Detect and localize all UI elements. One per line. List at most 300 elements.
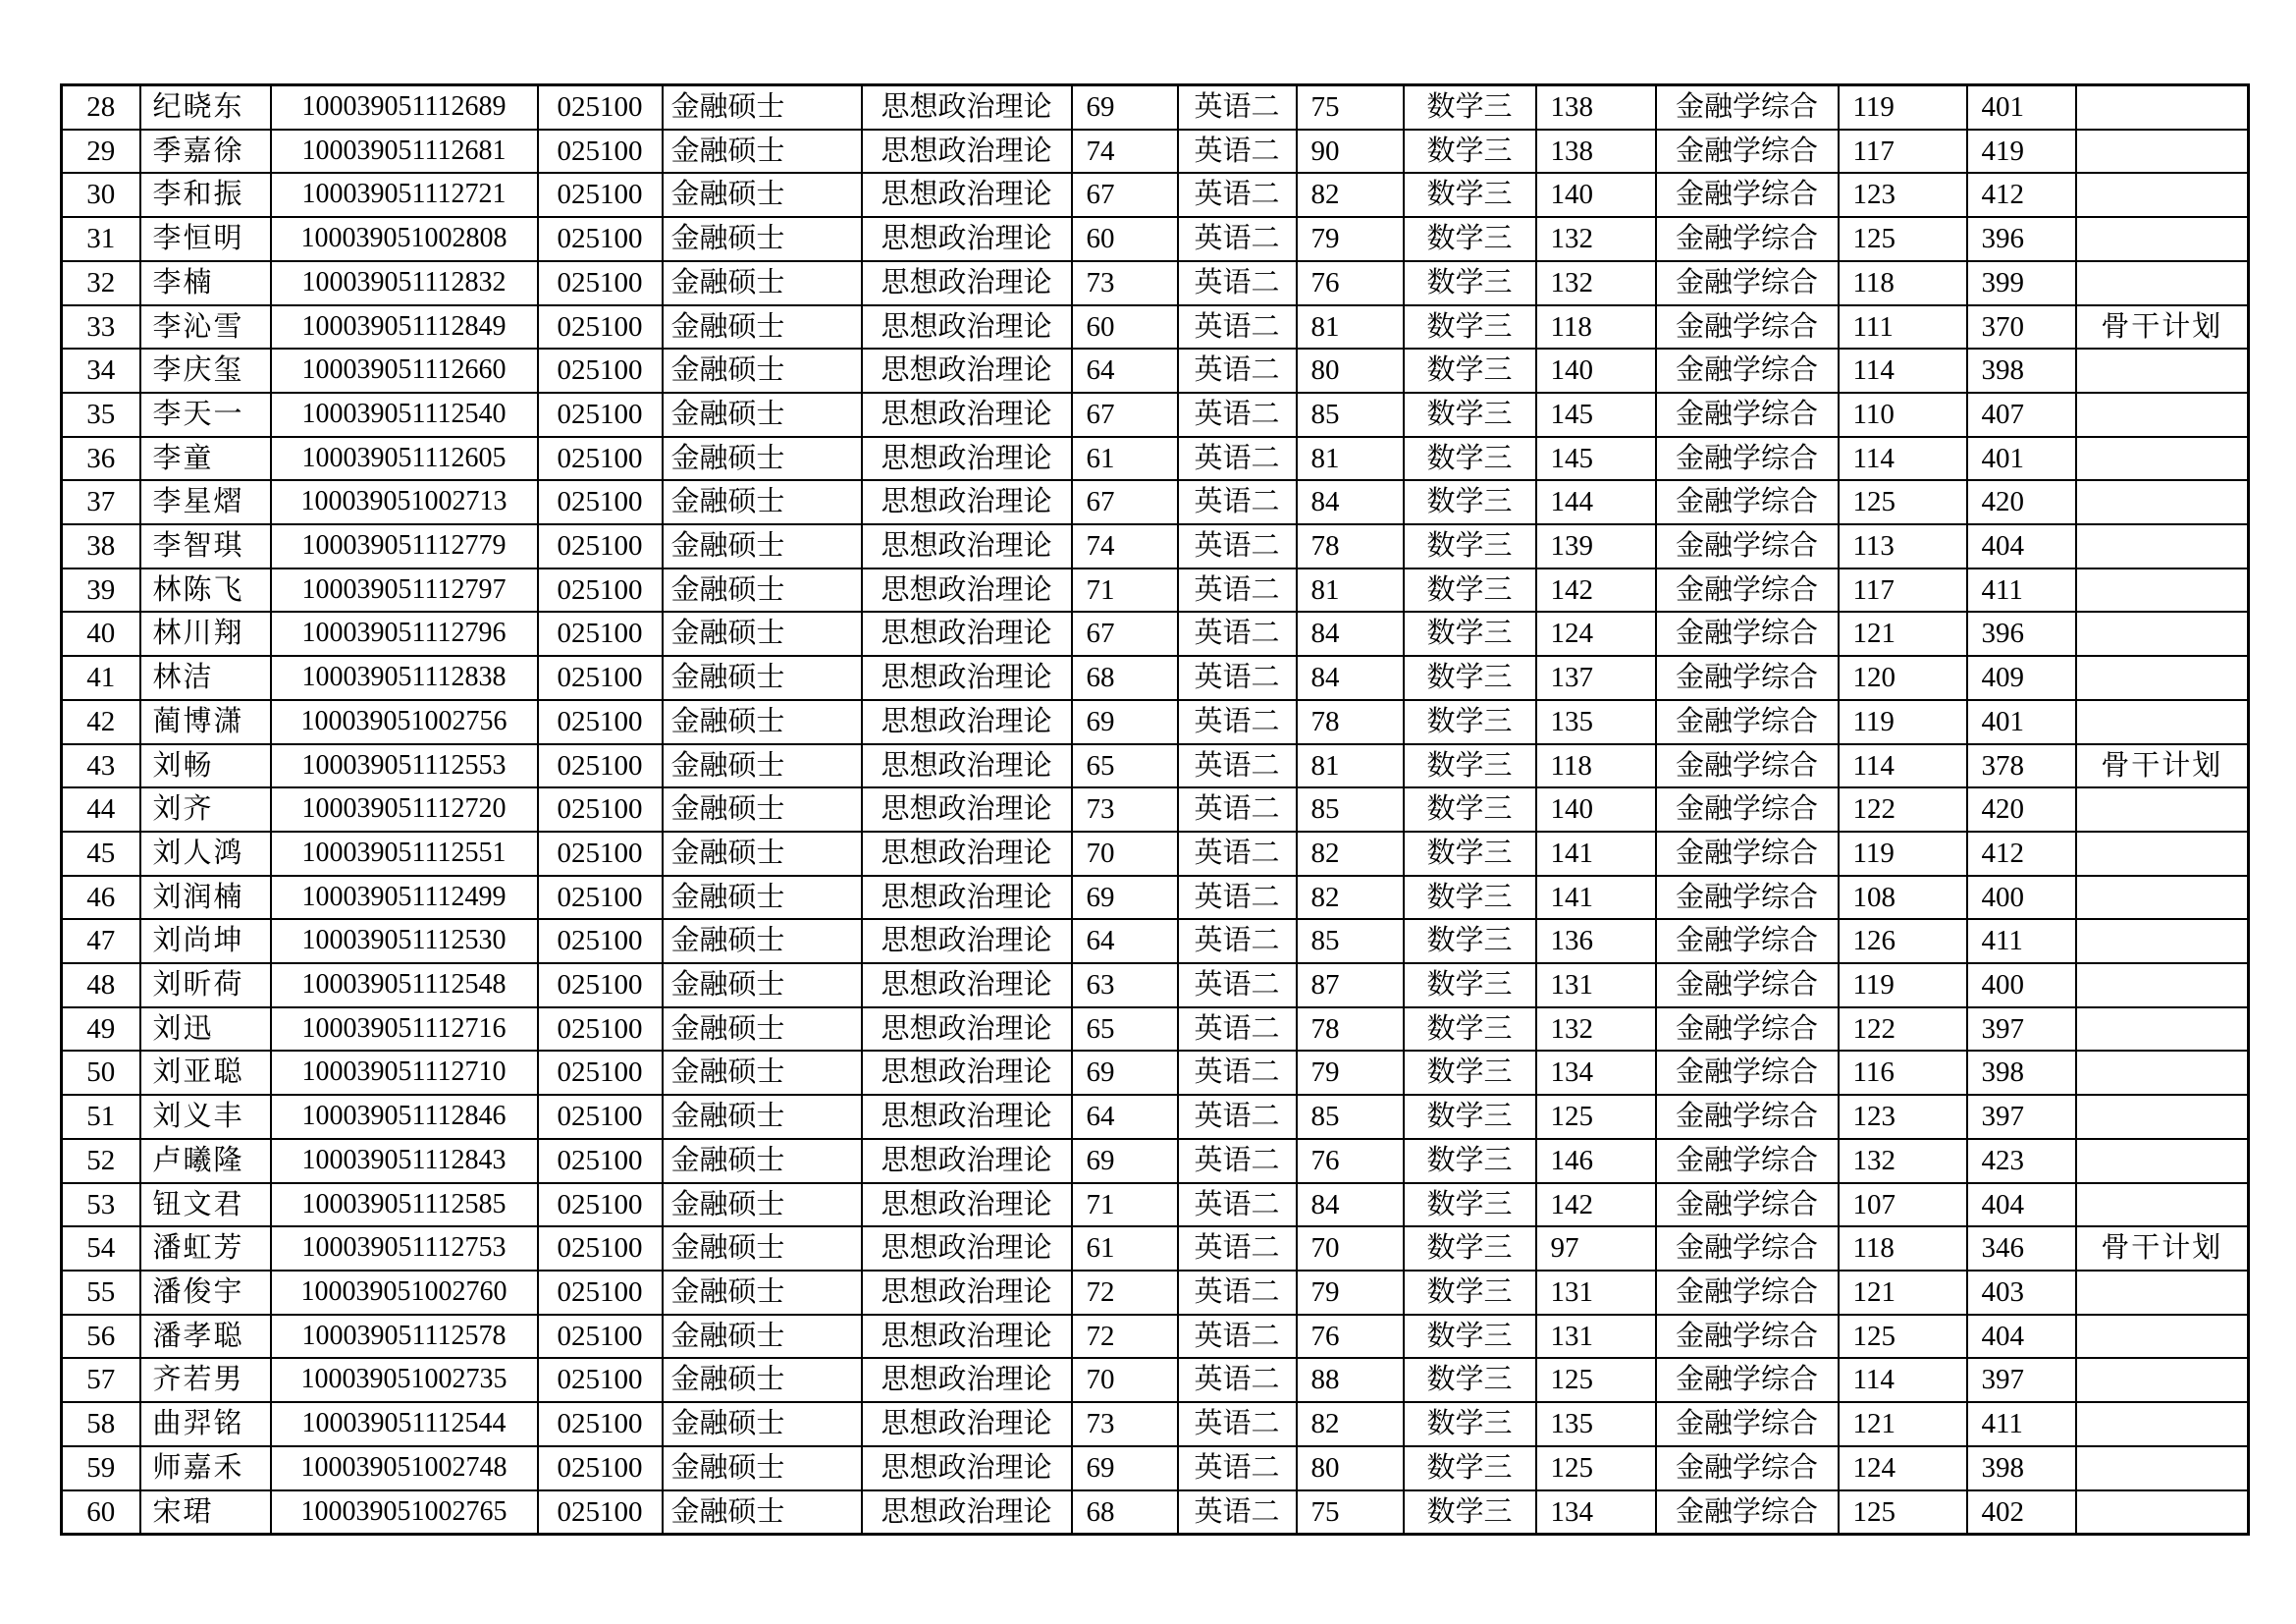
- subject2-name-cell: 英语二: [1178, 85, 1297, 130]
- total-score-cell: 398: [1967, 349, 2076, 393]
- table-body: [62, 85, 2249, 1535]
- major-name-cell: 金融硕士: [663, 349, 862, 393]
- remark-cell: [2076, 1402, 2249, 1446]
- candidate-name-cell: 李楠: [140, 261, 271, 305]
- subject4-score-cell: 122: [1839, 1007, 1967, 1052]
- table-row: [62, 217, 2249, 261]
- row-number-cell: 37: [62, 480, 140, 524]
- candidate-name-cell: 刘迅: [140, 1007, 271, 1052]
- subject1-score-cell: 67: [1072, 612, 1178, 656]
- subject4-score-cell: 111: [1839, 305, 1967, 350]
- subject1-score-cell: 73: [1072, 1402, 1178, 1446]
- major-code-cell: 025100: [538, 85, 663, 130]
- subject1-score-cell: 65: [1072, 744, 1178, 788]
- major-name-cell: 金融硕士: [663, 1271, 862, 1315]
- row-number-cell: 38: [62, 524, 140, 568]
- major-code-cell: 025100: [538, 349, 663, 393]
- major-code-cell: 025100: [538, 480, 663, 524]
- subject1-score-cell: 71: [1072, 1183, 1178, 1227]
- row-number-cell: 39: [62, 568, 140, 613]
- subject4-name-cell: 金融学综合: [1656, 1358, 1839, 1402]
- table-row: [62, 656, 2249, 700]
- subject4-name-cell: 金融学综合: [1656, 1446, 1839, 1490]
- total-score-cell: 412: [1967, 832, 2076, 876]
- subject1-score-cell: 69: [1072, 700, 1178, 744]
- table-row: [62, 1402, 2249, 1446]
- candidate-id-cell: 100039051002735: [271, 1358, 538, 1402]
- remark-cell: [2076, 1051, 2249, 1095]
- subject4-score-cell: 114: [1839, 1358, 1967, 1402]
- subject3-name-cell: 数学三: [1404, 1095, 1536, 1139]
- row-number-cell: 44: [62, 787, 140, 832]
- major-code-cell: 025100: [538, 1183, 663, 1227]
- remark-cell: [2076, 1139, 2249, 1183]
- subject2-score-cell: 75: [1297, 85, 1404, 130]
- table-row: [62, 876, 2249, 920]
- subject3-name-cell: 数学三: [1404, 919, 1536, 963]
- major-code-cell: 025100: [538, 568, 663, 613]
- subject2-score-cell: 87: [1297, 963, 1404, 1007]
- subject4-name-cell: 金融学综合: [1656, 876, 1839, 920]
- subject2-score-cell: 80: [1297, 349, 1404, 393]
- subject3-score-cell: 141: [1536, 832, 1656, 876]
- row-number-cell: 32: [62, 261, 140, 305]
- row-number-cell: 45: [62, 832, 140, 876]
- major-code-cell: 025100: [538, 305, 663, 350]
- subject2-name-cell: 英语二: [1178, 656, 1297, 700]
- subject2-score-cell: 82: [1297, 832, 1404, 876]
- subject1-name-cell: 思想政治理论: [862, 1051, 1072, 1095]
- subject2-name-cell: 英语二: [1178, 963, 1297, 1007]
- subject4-name-cell: 金融学综合: [1656, 305, 1839, 350]
- remark-cell: [2076, 1271, 2249, 1315]
- subject2-name-cell: 英语二: [1178, 1402, 1297, 1446]
- subject4-score-cell: 110: [1839, 393, 1967, 437]
- candidate-name-cell: 林陈飞: [140, 568, 271, 613]
- subject3-name-cell: 数学三: [1404, 85, 1536, 130]
- candidate-id-cell: 100039051002808: [271, 217, 538, 261]
- candidate-name-cell: 纪晓东: [140, 85, 271, 130]
- major-code-cell: 025100: [538, 393, 663, 437]
- subject1-score-cell: 64: [1072, 349, 1178, 393]
- subject2-name-cell: 英语二: [1178, 1051, 1297, 1095]
- candidate-id-cell: 100039051112544: [271, 1402, 538, 1446]
- subject4-score-cell: 121: [1839, 1271, 1967, 1315]
- subject1-score-cell: 67: [1072, 393, 1178, 437]
- subject1-name-cell: 思想政治理论: [862, 1402, 1072, 1446]
- subject1-score-cell: 70: [1072, 832, 1178, 876]
- subject2-score-cell: 79: [1297, 1051, 1404, 1095]
- subject4-score-cell: 126: [1839, 919, 1967, 963]
- major-code-cell: 025100: [538, 1490, 663, 1535]
- subject4-name-cell: 金融学综合: [1656, 1490, 1839, 1535]
- subject4-name-cell: 金融学综合: [1656, 480, 1839, 524]
- table-row: [62, 612, 2249, 656]
- subject2-name-cell: 英语二: [1178, 1315, 1297, 1359]
- subject3-score-cell: 125: [1536, 1446, 1656, 1490]
- row-number-cell: 40: [62, 612, 140, 656]
- row-number-cell: 57: [62, 1358, 140, 1402]
- major-code-cell: 025100: [538, 963, 663, 1007]
- subject3-score-cell: 146: [1536, 1139, 1656, 1183]
- subject3-name-cell: 数学三: [1404, 1446, 1536, 1490]
- subject1-name-cell: 思想政治理论: [862, 1095, 1072, 1139]
- subject4-score-cell: 118: [1839, 1226, 1967, 1271]
- subject3-score-cell: 138: [1536, 130, 1656, 174]
- candidate-name-cell: 潘虹芳: [140, 1226, 271, 1271]
- subject3-score-cell: 131: [1536, 963, 1656, 1007]
- subject2-score-cell: 76: [1297, 1315, 1404, 1359]
- subject2-score-cell: 80: [1297, 1446, 1404, 1490]
- major-name-cell: 金融硕士: [663, 919, 862, 963]
- subject4-score-cell: 125: [1839, 217, 1967, 261]
- table-row: [62, 963, 2249, 1007]
- subject1-name-cell: 思想政治理论: [862, 261, 1072, 305]
- major-code-cell: 025100: [538, 656, 663, 700]
- subject4-score-cell: 114: [1839, 437, 1967, 481]
- subject4-score-cell: 114: [1839, 349, 1967, 393]
- row-number-cell: 41: [62, 656, 140, 700]
- subject3-score-cell: 137: [1536, 656, 1656, 700]
- candidate-id-cell: 100039051112797: [271, 568, 538, 613]
- subject1-score-cell: 63: [1072, 963, 1178, 1007]
- subject2-name-cell: 英语二: [1178, 1183, 1297, 1227]
- subject2-name-cell: 英语二: [1178, 349, 1297, 393]
- total-score-cell: 397: [1967, 1358, 2076, 1402]
- subject1-score-cell: 72: [1072, 1315, 1178, 1359]
- subject2-score-cell: 84: [1297, 1183, 1404, 1227]
- total-score-cell: 398: [1967, 1051, 2076, 1095]
- candidate-id-cell: 100039051112846: [271, 1095, 538, 1139]
- subject1-score-cell: 60: [1072, 217, 1178, 261]
- subject4-score-cell: 108: [1839, 876, 1967, 920]
- candidate-id-cell: 100039051112779: [271, 524, 538, 568]
- candidate-id-cell: 100039051002756: [271, 700, 538, 744]
- remark-cell: 骨干计划: [2076, 1226, 2249, 1271]
- candidate-id-cell: 100039051112849: [271, 305, 538, 350]
- candidate-id-cell: 100039051112689: [271, 85, 538, 130]
- table-row: [62, 261, 2249, 305]
- candidate-name-cell: 李和振: [140, 173, 271, 217]
- subject4-score-cell: 125: [1839, 480, 1967, 524]
- candidate-id-cell: 100039051112499: [271, 876, 538, 920]
- subject3-name-cell: 数学三: [1404, 524, 1536, 568]
- subject4-score-cell: 119: [1839, 963, 1967, 1007]
- subject1-name-cell: 思想政治理论: [862, 1446, 1072, 1490]
- candidate-id-cell: 100039051112843: [271, 1139, 538, 1183]
- candidate-id-cell: 100039051112716: [271, 1007, 538, 1052]
- subject1-score-cell: 69: [1072, 1446, 1178, 1490]
- candidate-id-cell: 100039051112605: [271, 437, 538, 481]
- candidate-id-cell: 100039051112548: [271, 963, 538, 1007]
- candidate-name-cell: 刘齐: [140, 787, 271, 832]
- major-code-cell: 025100: [538, 1315, 663, 1359]
- candidate-id-cell: 100039051112838: [271, 656, 538, 700]
- total-score-cell: 403: [1967, 1271, 2076, 1315]
- subject1-score-cell: 73: [1072, 787, 1178, 832]
- subject4-name-cell: 金融学综合: [1656, 437, 1839, 481]
- subject1-name-cell: 思想政治理论: [862, 1007, 1072, 1052]
- subject2-score-cell: 78: [1297, 1007, 1404, 1052]
- subject3-score-cell: 131: [1536, 1315, 1656, 1359]
- subject1-name-cell: 思想政治理论: [862, 612, 1072, 656]
- subject4-score-cell: 116: [1839, 1051, 1967, 1095]
- subject2-score-cell: 70: [1297, 1226, 1404, 1271]
- subject1-name-cell: 思想政治理论: [862, 524, 1072, 568]
- subject4-name-cell: 金融学综合: [1656, 832, 1839, 876]
- subject1-score-cell: 67: [1072, 173, 1178, 217]
- subject1-score-cell: 61: [1072, 437, 1178, 481]
- major-name-cell: 金融硕士: [663, 832, 862, 876]
- subject1-name-cell: 思想政治理论: [862, 1139, 1072, 1183]
- subject4-score-cell: 117: [1839, 130, 1967, 174]
- subject2-score-cell: 85: [1297, 393, 1404, 437]
- subject2-score-cell: 81: [1297, 744, 1404, 788]
- remark-cell: [2076, 963, 2249, 1007]
- row-number-cell: 48: [62, 963, 140, 1007]
- major-name-cell: 金融硕士: [663, 568, 862, 613]
- subject1-score-cell: 67: [1072, 480, 1178, 524]
- total-score-cell: 396: [1967, 612, 2076, 656]
- candidate-name-cell: 潘孝聪: [140, 1315, 271, 1359]
- major-name-cell: 金融硕士: [663, 876, 862, 920]
- total-score-cell: 411: [1967, 568, 2076, 613]
- major-code-cell: 025100: [538, 1271, 663, 1315]
- subject3-score-cell: 118: [1536, 744, 1656, 788]
- table-row: [62, 1051, 2249, 1095]
- subject3-name-cell: 数学三: [1404, 173, 1536, 217]
- major-code-cell: 025100: [538, 787, 663, 832]
- major-name-cell: 金融硕士: [663, 85, 862, 130]
- remark-cell: [2076, 1358, 2249, 1402]
- table-row: [62, 568, 2249, 613]
- total-score-cell: 401: [1967, 700, 2076, 744]
- remark-cell: [2076, 700, 2249, 744]
- major-name-cell: 金融硕士: [663, 305, 862, 350]
- total-score-cell: 404: [1967, 1183, 2076, 1227]
- row-number-cell: 49: [62, 1007, 140, 1052]
- subject4-score-cell: 121: [1839, 1402, 1967, 1446]
- subject2-name-cell: 英语二: [1178, 261, 1297, 305]
- subject2-score-cell: 82: [1297, 1402, 1404, 1446]
- table-row: [62, 130, 2249, 174]
- subject1-score-cell: 61: [1072, 1226, 1178, 1271]
- total-score-cell: 404: [1967, 1315, 2076, 1359]
- subject1-score-cell: 64: [1072, 1095, 1178, 1139]
- remark-cell: [2076, 832, 2249, 876]
- subject3-name-cell: 数学三: [1404, 1358, 1536, 1402]
- candidate-name-cell: 林川翔: [140, 612, 271, 656]
- candidate-name-cell: 林洁: [140, 656, 271, 700]
- subject2-score-cell: 76: [1297, 1139, 1404, 1183]
- remark-cell: [2076, 1490, 2249, 1535]
- subject1-name-cell: 思想政治理论: [862, 305, 1072, 350]
- subject3-score-cell: 124: [1536, 612, 1656, 656]
- subject3-name-cell: 数学三: [1404, 656, 1536, 700]
- total-score-cell: 412: [1967, 173, 2076, 217]
- table-row: [62, 1490, 2249, 1535]
- subject4-score-cell: 125: [1839, 1315, 1967, 1359]
- subject3-name-cell: 数学三: [1404, 261, 1536, 305]
- subject3-name-cell: 数学三: [1404, 876, 1536, 920]
- major-name-cell: 金融硕士: [663, 1051, 862, 1095]
- subject4-score-cell: 114: [1839, 744, 1967, 788]
- total-score-cell: 378: [1967, 744, 2076, 788]
- table-row: [62, 1271, 2249, 1315]
- subject3-name-cell: 数学三: [1404, 349, 1536, 393]
- subject1-name-cell: 思想政治理论: [862, 787, 1072, 832]
- subject2-name-cell: 英语二: [1178, 919, 1297, 963]
- major-code-cell: 025100: [538, 1446, 663, 1490]
- remark-cell: [2076, 612, 2249, 656]
- table-row: [62, 1183, 2249, 1227]
- subject1-name-cell: 思想政治理论: [862, 568, 1072, 613]
- subject3-score-cell: 144: [1536, 480, 1656, 524]
- remark-cell: [2076, 480, 2249, 524]
- major-name-cell: 金融硕士: [663, 173, 862, 217]
- remark-cell: [2076, 568, 2249, 613]
- row-number-cell: 59: [62, 1446, 140, 1490]
- candidate-name-cell: 刘畅: [140, 744, 271, 788]
- major-name-cell: 金融硕士: [663, 1095, 862, 1139]
- subject1-name-cell: 思想政治理论: [862, 700, 1072, 744]
- table-row: [62, 524, 2249, 568]
- total-score-cell: 401: [1967, 437, 2076, 481]
- subject4-score-cell: 117: [1839, 568, 1967, 613]
- subject2-score-cell: 81: [1297, 437, 1404, 481]
- total-score-cell: 370: [1967, 305, 2076, 350]
- subject2-score-cell: 84: [1297, 480, 1404, 524]
- table-row: [62, 1315, 2249, 1359]
- major-code-cell: 025100: [538, 217, 663, 261]
- subject1-score-cell: 71: [1072, 568, 1178, 613]
- subject1-name-cell: 思想政治理论: [862, 393, 1072, 437]
- candidate-id-cell: 100039051112710: [271, 1051, 538, 1095]
- major-name-cell: 金融硕士: [663, 744, 862, 788]
- candidate-id-cell: 100039051112551: [271, 832, 538, 876]
- major-name-cell: 金融硕士: [663, 1315, 862, 1359]
- subject1-score-cell: 72: [1072, 1271, 1178, 1315]
- subject2-score-cell: 75: [1297, 1490, 1404, 1535]
- row-number-cell: 55: [62, 1271, 140, 1315]
- major-code-cell: 025100: [538, 612, 663, 656]
- remark-cell: [2076, 656, 2249, 700]
- subject2-name-cell: 英语二: [1178, 173, 1297, 217]
- subject1-score-cell: 73: [1072, 261, 1178, 305]
- subject3-score-cell: 141: [1536, 876, 1656, 920]
- remark-cell: 骨干计划: [2076, 744, 2249, 788]
- major-code-cell: 025100: [538, 1139, 663, 1183]
- candidate-id-cell: 100039051112553: [271, 744, 538, 788]
- major-name-cell: 金融硕士: [663, 1446, 862, 1490]
- subject3-score-cell: 142: [1536, 568, 1656, 613]
- remark-cell: [2076, 919, 2249, 963]
- candidate-name-cell: 李天一: [140, 393, 271, 437]
- subject2-name-cell: 英语二: [1178, 130, 1297, 174]
- candidate-name-cell: 刘亚聪: [140, 1051, 271, 1095]
- major-name-cell: 金融硕士: [663, 261, 862, 305]
- remark-cell: [2076, 787, 2249, 832]
- row-number-cell: 46: [62, 876, 140, 920]
- subject2-name-cell: 英语二: [1178, 876, 1297, 920]
- candidate-id-cell: 100039051112832: [271, 261, 538, 305]
- row-number-cell: 29: [62, 130, 140, 174]
- remark-cell: [2076, 261, 2249, 305]
- row-number-cell: 47: [62, 919, 140, 963]
- total-score-cell: 409: [1967, 656, 2076, 700]
- subject4-name-cell: 金融学综合: [1656, 85, 1839, 130]
- total-score-cell: 401: [1967, 85, 2076, 130]
- total-score-cell: 420: [1967, 480, 2076, 524]
- subject2-name-cell: 英语二: [1178, 1226, 1297, 1271]
- subject4-score-cell: 119: [1839, 700, 1967, 744]
- subject2-score-cell: 85: [1297, 1095, 1404, 1139]
- subject3-name-cell: 数学三: [1404, 1051, 1536, 1095]
- candidate-name-cell: 李恒明: [140, 217, 271, 261]
- subject3-score-cell: 136: [1536, 919, 1656, 963]
- subject3-name-cell: 数学三: [1404, 1139, 1536, 1183]
- subject4-name-cell: 金融学综合: [1656, 349, 1839, 393]
- subject4-name-cell: 金融学综合: [1656, 217, 1839, 261]
- subject2-name-cell: 英语二: [1178, 787, 1297, 832]
- remark-cell: [2076, 393, 2249, 437]
- table-row: [62, 85, 2249, 130]
- candidate-id-cell: 100039051112540: [271, 393, 538, 437]
- candidate-name-cell: 刘尚坤: [140, 919, 271, 963]
- subject3-name-cell: 数学三: [1404, 963, 1536, 1007]
- remark-cell: [2076, 85, 2249, 130]
- table-row: [62, 480, 2249, 524]
- major-name-cell: 金融硕士: [663, 217, 862, 261]
- row-number-cell: 52: [62, 1139, 140, 1183]
- candidate-name-cell: 刘昕荷: [140, 963, 271, 1007]
- candidate-id-cell: 100039051002713: [271, 480, 538, 524]
- subject3-name-cell: 数学三: [1404, 787, 1536, 832]
- subject1-name-cell: 思想政治理论: [862, 437, 1072, 481]
- subject2-name-cell: 英语二: [1178, 1490, 1297, 1535]
- subject1-score-cell: 74: [1072, 524, 1178, 568]
- subject3-score-cell: 134: [1536, 1051, 1656, 1095]
- subject1-name-cell: 思想政治理论: [862, 963, 1072, 1007]
- remark-cell: [2076, 1007, 2249, 1052]
- subject3-score-cell: 138: [1536, 85, 1656, 130]
- subject3-name-cell: 数学三: [1404, 568, 1536, 613]
- candidate-name-cell: 卢曦隆: [140, 1139, 271, 1183]
- subject4-score-cell: 119: [1839, 85, 1967, 130]
- subject3-name-cell: 数学三: [1404, 700, 1536, 744]
- subject4-score-cell: 113: [1839, 524, 1967, 568]
- subject4-score-cell: 124: [1839, 1446, 1967, 1490]
- table-row: [62, 787, 2249, 832]
- candidate-id-cell: 100039051112578: [271, 1315, 538, 1359]
- remark-cell: [2076, 876, 2249, 920]
- subject1-name-cell: 思想政治理论: [862, 349, 1072, 393]
- subject3-name-cell: 数学三: [1404, 1271, 1536, 1315]
- total-score-cell: 402: [1967, 1490, 2076, 1535]
- subject2-score-cell: 81: [1297, 305, 1404, 350]
- major-name-cell: 金融硕士: [663, 480, 862, 524]
- subject3-score-cell: 140: [1536, 349, 1656, 393]
- subject2-score-cell: 85: [1297, 787, 1404, 832]
- major-code-cell: 025100: [538, 1358, 663, 1402]
- subject1-score-cell: 70: [1072, 1358, 1178, 1402]
- total-score-cell: 419: [1967, 130, 2076, 174]
- subject4-score-cell: 118: [1839, 261, 1967, 305]
- subject4-name-cell: 金融学综合: [1656, 1226, 1839, 1271]
- major-name-cell: 金融硕士: [663, 700, 862, 744]
- table-row: [62, 349, 2249, 393]
- candidate-id-cell: 100039051002748: [271, 1446, 538, 1490]
